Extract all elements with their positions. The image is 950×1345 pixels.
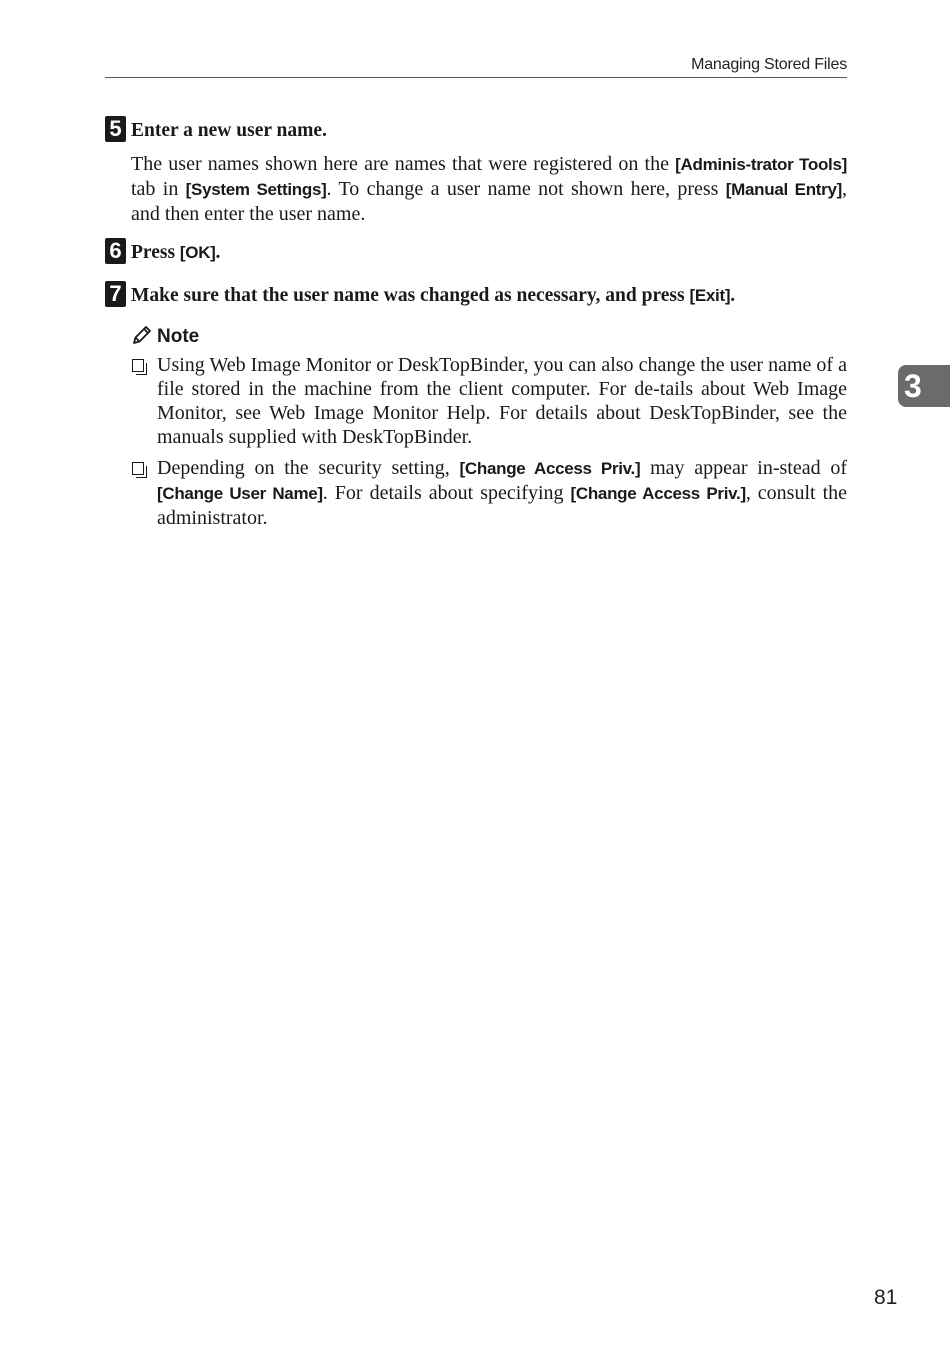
text-run: . bbox=[730, 285, 736, 306]
checkbox-bullet-icon bbox=[132, 359, 144, 372]
text-run: , consult the administrator. bbox=[157, 482, 848, 529]
text-run: . To change a user name not shown here, press bbox=[326, 178, 726, 200]
step-number-badge: 6 bbox=[105, 238, 126, 264]
key-change-access-priv: [Change Access Priv.] bbox=[459, 459, 641, 478]
chapter-number: 3 bbox=[904, 368, 922, 404]
text-run: Press bbox=[131, 242, 180, 263]
note-text: Using Web Image Monitor or DeskTopBinder, you can also change the user name of a file stored in the machine from the client computer. For de-tails about Web Image Monitor, see Web Image Monitor Help. For details about DeskTopBinder, see the manuals supplied with DeskTopBinder. bbox=[157, 354, 847, 448]
step-number-badge: 5 bbox=[105, 116, 126, 142]
key-exit: [Exit] bbox=[689, 286, 731, 305]
key-administrator-tools: [Adminis-trator Tools] bbox=[675, 155, 847, 174]
pencil-icon bbox=[131, 324, 153, 346]
chapter-tab bbox=[898, 365, 950, 407]
key-system-settings: [System Settings] bbox=[185, 180, 327, 199]
text-run: , and then enter the user name. bbox=[131, 178, 847, 225]
text-run: Make sure that the user name was changed as necessary, and press bbox=[131, 285, 690, 306]
key-ok: [OK] bbox=[179, 243, 216, 262]
step-5-description bbox=[131, 152, 847, 226]
text-run: tab in bbox=[131, 178, 186, 200]
text-run: . bbox=[215, 242, 221, 263]
text-run: Depending on the security setting, bbox=[157, 457, 460, 479]
header-divider bbox=[105, 77, 847, 78]
step-number-badge: 7 bbox=[105, 281, 126, 307]
step-title bbox=[131, 284, 851, 308]
text-run: . For details about specifying bbox=[322, 482, 571, 504]
note-label: Note bbox=[157, 326, 200, 347]
text-run: may appear in-stead of bbox=[640, 457, 847, 479]
page-number: 81 bbox=[874, 1286, 898, 1309]
key-change-access-priv: [Change Access Priv.] bbox=[570, 484, 746, 503]
key-change-user-name: [Change User Name] bbox=[157, 484, 323, 503]
page-header-title: Managing Stored Files bbox=[691, 56, 847, 73]
step-title: Enter a new user name. bbox=[131, 120, 327, 141]
checkbox-bullet-icon bbox=[132, 462, 144, 475]
text-run: The user names shown here are names that were registered on the bbox=[131, 153, 676, 175]
step-title bbox=[131, 241, 851, 265]
note-text bbox=[157, 456, 847, 530]
key-manual-entry: [Manual Entry] bbox=[725, 180, 842, 199]
